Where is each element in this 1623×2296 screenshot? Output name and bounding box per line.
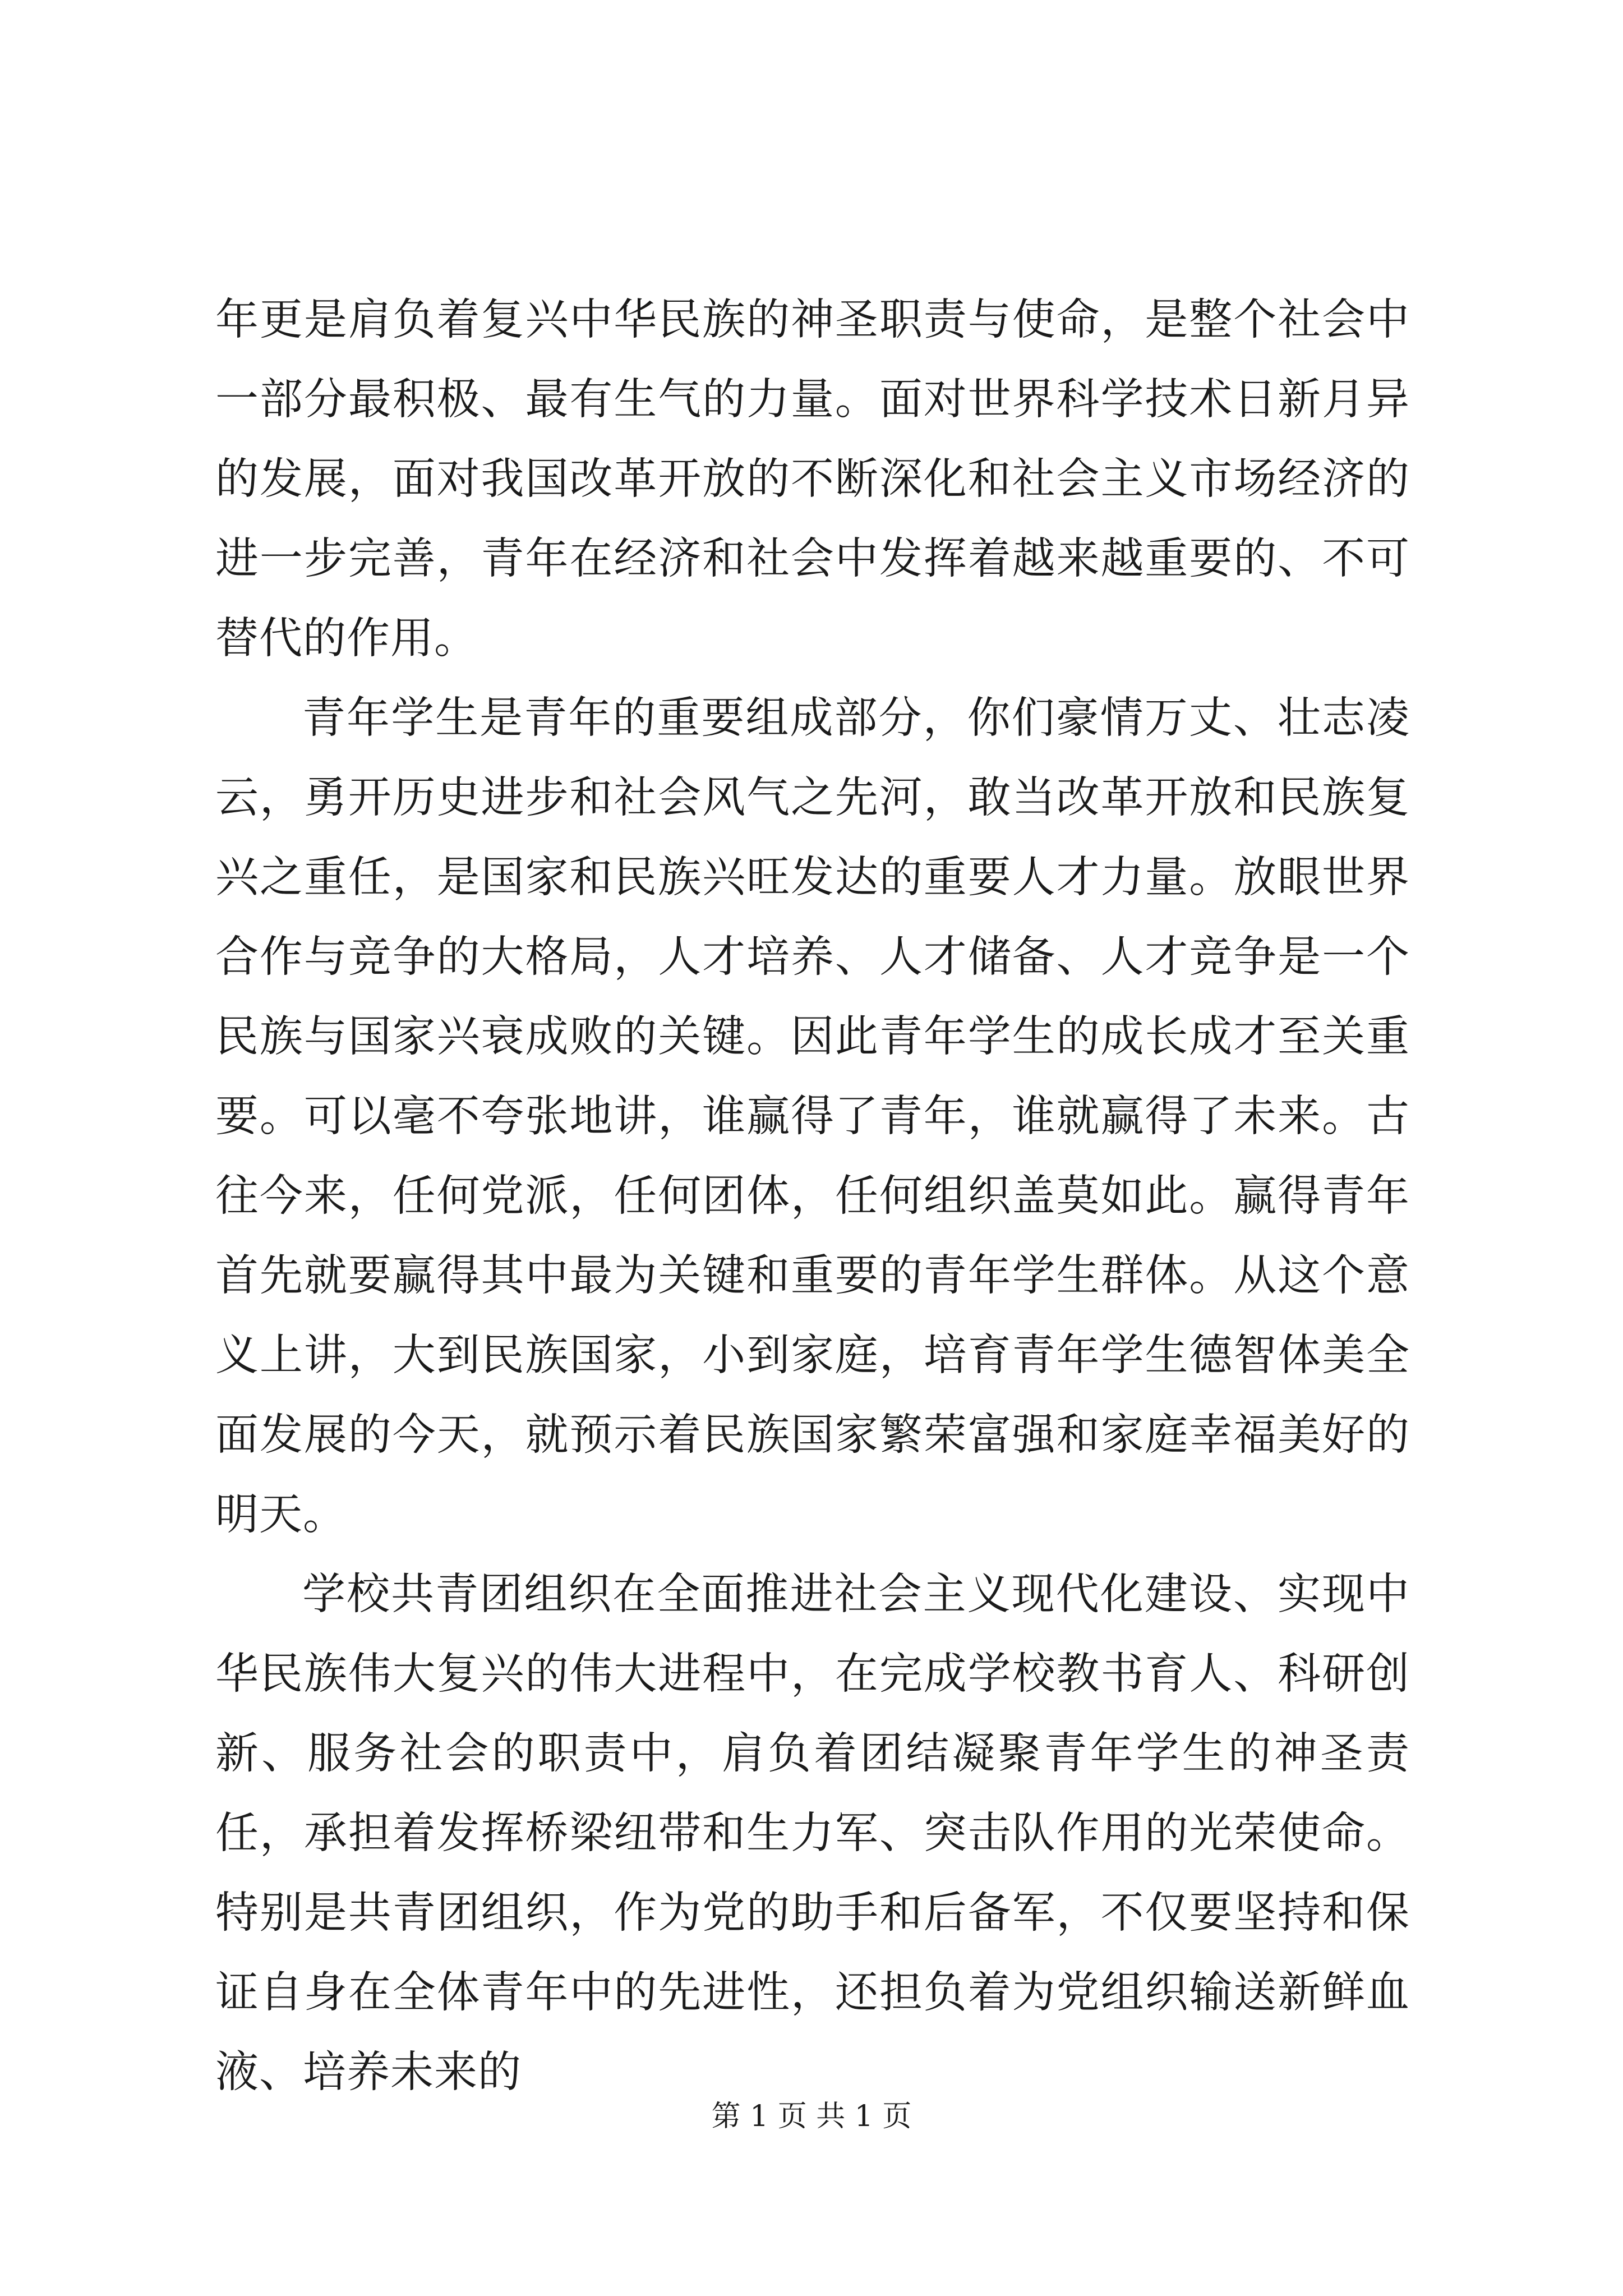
page-footer: 第 1 页 共 1 页 xyxy=(711,2100,912,2133)
paragraph-3: 学校共青团组织在全面推进社会主义现代化建设、实现中华民族伟大复兴的伟大进程中，在完成学校教书育人、科研创新、服务社会的职责中，肩负着团结凝聚青年学生的神圣责任，承担着发挥桥梁纽带和生力军、突击队作用的光荣使命。特别是共青团组织，作为党的助手和后备军，不仅要坚持和保证自身在全体青年中的先进性，还担负着为党组织输送新鲜血液、培养未来的 xyxy=(215,1570,1410,2097)
paragraph-2: 青年学生是青年的重要组成部分，你们豪情万丈、壮志凌云，勇开历史进步和社会风气之先河，敢当改革开放和民族复兴之重任，是国家和民族兴旺发达的重要人才力量。放眼世界合作与竞争的大格局，人才培养、人才储备、人才竞争是一个民族与国家兴衰成败的关键。因此青年学生的成长成才至关重要。可以毫不夸张地讲，谁赢得了青年，谁就赢得了未来。古往今来，任何党派，任何团体，任何组织盖莫如此。赢得青年首先就要赢得其中最为关键和重要的青年学生群体。从这个意义上讲，大到民族国家，小到家庭，培育青年学生德智体美全面发展的今天，就预示着民族国家繁荣富强和家庭幸福美好的明天。 xyxy=(215,693,1410,1540)
paragraph-1: 年更是肩负着复兴中华民族的神圣职责与使命，是整个社会中一部分最积极、最有生气的力量。面对世界科学技术日新月异的发展，面对我国改革开放的不断深化和社会主义市场经济的进一步完善，青年在经济和社会中发挥着越来越重要的、不可替代的作用。 xyxy=(215,295,1410,664)
document-body xyxy=(215,280,1410,2113)
